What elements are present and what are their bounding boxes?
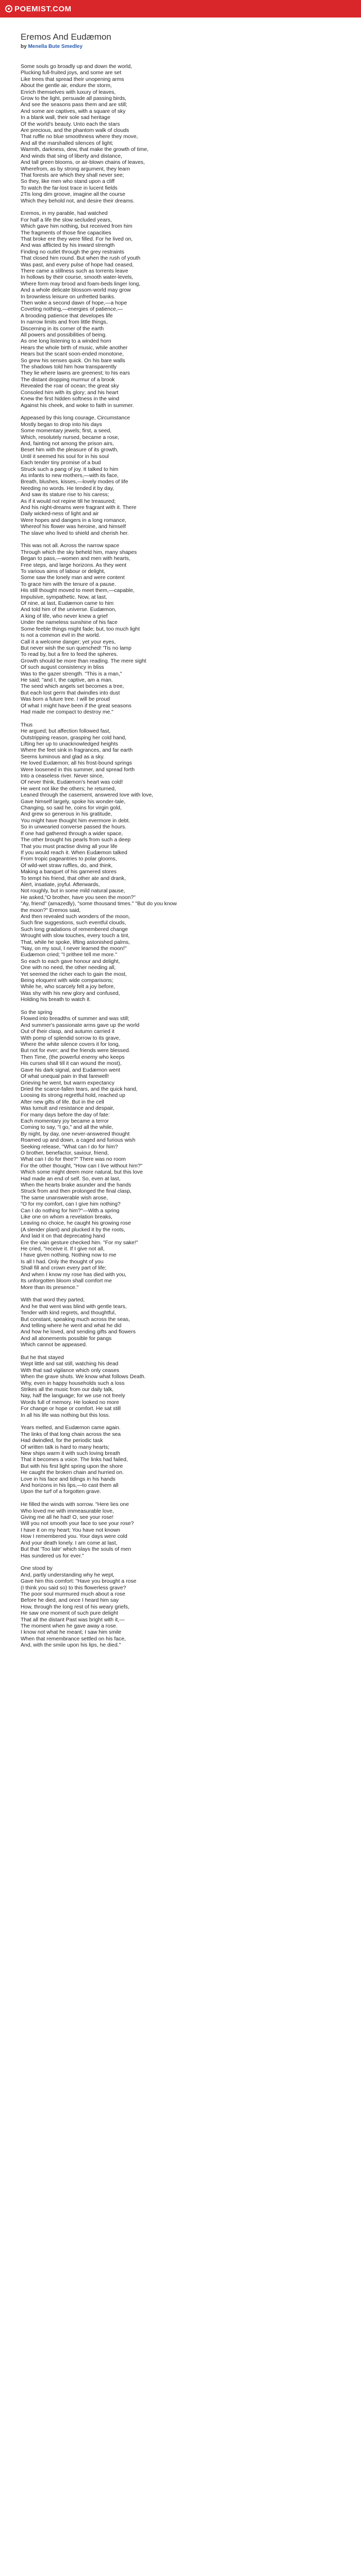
poem-line: Shall fill and crown every part of life; (21, 1265, 107, 1272)
logo-icon (5, 5, 12, 12)
poem-line: Into a ceaseless river. Never since, (21, 773, 104, 779)
poem-line: Under the nameless sunshine of his face (21, 620, 118, 626)
poem-line: Nay, half the language; for we use not freely (21, 1393, 125, 1399)
poem-line: Then woke a second dawn of hope,—a hope (21, 300, 127, 307)
poem-line: Grieving he went, but warm expectancy (21, 1080, 114, 1086)
poem-line: His curses shall till it can wound the most), (21, 1061, 122, 1067)
poem-line: Discerning in its corner of the earth (21, 326, 104, 332)
poem-line: That broke ere they were filled. For he lived on, (21, 236, 133, 242)
poem-line: Wrought with slow touches, every touch a tint, (21, 933, 130, 939)
poem-line: The poor soul murmured much about a rose (21, 1591, 125, 1597)
poem-line: Words full of memory. He looked no more (21, 1399, 119, 1405)
poem-line: Impulsive, sympathetic. Now, at last, (21, 594, 107, 600)
poem-line: More than its presence." (21, 1284, 79, 1291)
poem-line: And, partly understanding why he wept, (21, 1572, 114, 1578)
poem-line: Giving me all he had! O, see your rose! (21, 1515, 114, 1521)
poem-line: Of what unequal pain in that farewell! (21, 1074, 109, 1080)
poem-line: Making a banquet of his garnered stores (21, 869, 117, 875)
poem-stanza (21, 722, 340, 1004)
poem-line: Strikes all the music from our daily talk, (21, 1386, 114, 1393)
poem-line: And grew so generous in his gratitude, (21, 811, 112, 818)
poem-stanza (21, 1355, 340, 1419)
poem-line: With that sad vigilance which only ceases (21, 1367, 120, 1374)
poem-line: Leaving no choice, he caught his growing rose (21, 1221, 131, 1227)
poem-line: "O for my comfort, can I give him nothing? (21, 1201, 121, 1208)
poem-line: Is all I had. Only the thought of you (21, 1259, 104, 1265)
poem-line: And all the marshalled silences of light; (21, 140, 113, 146)
poem-line: Was shy with his new glory and confused, (21, 990, 120, 996)
poem-line: Holding his breath to watch it. (21, 997, 91, 1003)
poem-line: A king of life, who never knew a grief (21, 613, 108, 619)
poem-line: To grace him with the tenure of a pause. (21, 581, 116, 587)
poem-line: Loosing its strong regretful hold, reached up (21, 1093, 125, 1099)
poem-line: Love in his face and tidings in his hands (21, 1476, 116, 1482)
poem-line: If one had gathered through a wider space, (21, 831, 123, 837)
poem-line: Changing, so said he, coins for virgin gold, (21, 805, 122, 811)
poem-line: Gave him this comfort: "Have you brought a rose (21, 1579, 137, 1585)
poem-line: Struck from and then prolonged the final clasp, (21, 1189, 132, 1195)
poem-line: But each lost germ that dwindles into dust (21, 690, 120, 696)
poem-line: And telling where he went and what he did (21, 1323, 122, 1329)
poem-line: He loved Eudæmon; all his frost-bound springs (21, 760, 133, 767)
poem-line: Was born a future tree. I will be proud (21, 697, 110, 703)
poem-line: Growth should be more than reading. The mere sight (21, 658, 146, 664)
poem-line: They lie where lawns are greenest; to his ears (21, 370, 130, 377)
poem-line: He said; "and I, the captive, am a man. (21, 677, 113, 683)
poem-line: I have given nothing. Nothing now to me (21, 1252, 117, 1259)
poem-line: About the gentle air, endure the storm, (21, 83, 112, 89)
poem-line: Outstripping reason, grasping her cold hand, (21, 735, 127, 741)
poem-line: Some feeble things might fade; but, too much light (21, 626, 140, 632)
poem-line: Free steps, and large horizons. As they went (21, 562, 127, 568)
poem-line: Years melted, and Eudæmon came again. (21, 1425, 121, 1431)
poem-line: Thus (21, 722, 33, 728)
poem-line: Some momentary jewels; first, a seed, (21, 428, 112, 434)
poem-line: Each momentary joy became a terror (21, 1118, 109, 1124)
poem-line: By night, by day, one never-answered thought (21, 1131, 130, 1137)
poem-line: All powers and possibilities of being. (21, 332, 107, 338)
poem-line: After new gifts of life. But in the cell (21, 1099, 104, 1105)
poem-line: What can I do for thee?" There was no room (21, 1157, 126, 1163)
poem-stanza (21, 1566, 340, 1649)
poem-line: Which some might deem more natural, but this love (21, 1170, 143, 1176)
poem-line: Leaned through the casement, answered love with love, (21, 792, 154, 799)
poem-line: And horizons in his lips,—to cast them all (21, 1483, 119, 1489)
poem-line: For change or hope or comfort. He sat still (21, 1406, 121, 1412)
site-header (0, 0, 361, 18)
poem-line: Are precious, and the phantom walk of clouds (21, 128, 129, 134)
poem-line: And see the seasons pass them and are still; (21, 102, 127, 108)
poem-line: So in unwearied converse passed the hours. (21, 824, 127, 831)
poem-line: And laid it on that deprecating hand (21, 1233, 105, 1240)
poem-line: Plucking full-fruited joys, and some are set (21, 70, 122, 76)
poem-line: So each to each gave honour and delight, (21, 958, 120, 964)
poem-line: Ere the vain gesture checked him. "For my sake!" (21, 1240, 138, 1246)
poem-line: He asked,"O brother, have you seen the moon?" (21, 894, 136, 901)
poem-line: Where the white silence covers it for long, (21, 1042, 120, 1048)
poem-line: Is not a common evil in the world. (21, 633, 101, 639)
poem-line: And then revealed such wonders of the moon, (21, 913, 130, 920)
poem-line: To watch the far-lost trace in lucent fields (21, 185, 118, 191)
poem-line: Whereof his flower was heroine, and himself (21, 524, 126, 530)
logo-text: POEMIST.COM (14, 4, 72, 13)
site-logo-link[interactable] (5, 5, 72, 13)
poem-line: When the hearts brake asunder and the hands (21, 1182, 132, 1189)
by-label: by (21, 44, 27, 49)
poem-line: When the grave shuts. We know what follows Death. (21, 1374, 146, 1380)
poem-line: But constant, speaking much across the seas, (21, 1316, 130, 1323)
poem-line: Like trees that spread their unopening arms (21, 76, 124, 82)
poem-line: You might have thought him evermore in debt. (21, 818, 130, 824)
poem-line: Hears the whole birth of music, while another (21, 345, 128, 351)
poem-line: Began to pass,—women and men with hearts, (21, 556, 130, 562)
poem-line: And was afflicted by his inward strength (21, 243, 115, 249)
poem-line: And tall green blooms, or air-blown chains of leaves, (21, 160, 145, 166)
poem-line: Lifting her up to unacknowledged heights (21, 741, 118, 747)
poem-line: Why, even in happy households such a loss (21, 1380, 125, 1386)
poem-line: And some are captives, with a square of sky (21, 108, 126, 114)
poem-line: Where form may brood and foam-beds linger long, (21, 281, 141, 287)
poem-line: Upon the turf of a forgotten grave. (21, 1489, 101, 1495)
poem-line: Wept little and sat still, watching his dead (21, 1361, 119, 1367)
poem-line: Its unforgotten bloom shall comfort me (21, 1278, 112, 1284)
poem-line: The links of that long chain across the sea (21, 1431, 121, 1437)
poem-line: As infants to new mothers,—with its face, (21, 472, 119, 479)
poem-line: Of such august consistency in bliss (21, 665, 104, 671)
poem-line: If you would reach it. When Eudæmon talked (21, 850, 127, 856)
poem-line: Wherefrom, as by strong argument, they learn (21, 166, 130, 172)
poem-line: But with his first light spring upon the shore (21, 1463, 123, 1469)
poem-line: In a blank wall, their sole sad heritage (21, 115, 110, 121)
poem-line: Had dwindled, for the periodic task (21, 1438, 103, 1444)
poem-line: Flowed into breadths of summer and was still; (21, 1016, 129, 1022)
poem-line: Out of their clasp, and autumn carried it (21, 1029, 114, 1035)
poem-line: Then Time, (the powerful enemy who keeps (21, 1054, 125, 1060)
poem-line: Some saw the lonely man and were content (21, 575, 125, 581)
poem-line: And your death lonely. I am come at last, (21, 1540, 118, 1546)
poem-line: For the other thought, "How can I live without him?" (21, 1163, 143, 1169)
poem-line: He went not like the others; he returned, (21, 786, 116, 792)
poem-line: Mostly began to drop into his days (21, 421, 102, 428)
poem-line: And when I know my rose has died with you, (21, 1272, 127, 1278)
poem-line: Had made me compact to destroy me." (21, 709, 113, 715)
poem-line: Eudæmon cried; "I prithee tell me more." (21, 952, 117, 958)
poem-line: While he, who scarcely felt a joy before, (21, 984, 116, 990)
poem-line: From tropic pageantries to polar glooms, (21, 856, 117, 862)
poem-line: Not roughly, but in some mild natural pause, (21, 888, 125, 894)
poem-line: That closed him round. But when the rush of youth (21, 256, 141, 262)
poem-line: To tempt his friend, that other ate and drank, (21, 875, 126, 882)
poem-line: Finding no outlet through the grey restraints (21, 249, 125, 255)
poem-line: In hollows by their course, smooth water-levels, (21, 275, 134, 281)
poem-stanza (21, 1425, 340, 1495)
poem-line: Grow to the light, persuade all passing birds, (21, 96, 127, 102)
poem-line: the moon?" Eremos said, (21, 907, 81, 913)
poem-line: Daily wicked-ness of light and air (21, 511, 99, 517)
poem-line: Was tumult and resistance and despair, (21, 1106, 114, 1112)
poem-line: The moment when he gave away a rose. (21, 1623, 118, 1629)
poem-line: Gave his dark signal, and Eudæmon went (21, 1067, 120, 1073)
poem-line: Such fine suggestions, such eventful clouds, (21, 920, 126, 926)
poem-line: Each tender tiny promise of a bud (21, 460, 101, 466)
poem-line: This was not all. Across the narrow space (21, 543, 120, 549)
poem-line: I have it on my heart; You have not known (21, 1527, 120, 1533)
poem-line: And saw its stature rise to his caress; (21, 492, 109, 498)
poem-line: In narrow limits and from little things, (21, 319, 108, 326)
poem-line: For many days before the day of fate: (21, 1112, 110, 1118)
poem-line: Of written talk is hard to many hearts; (21, 1444, 110, 1450)
poem-line: That, while he spoke, lifting astonished palms, (21, 939, 130, 945)
poem-line: Has sundered us for ever." (21, 1553, 84, 1559)
poem-line: Enrich themselves with luxury of leaves, (21, 89, 116, 95)
poem-line: And his night-dreams were fragrant with it. There (21, 505, 137, 511)
poem-line: But not for ever; and the friends were blessed. (21, 1048, 130, 1054)
poem-line: Which cannot be appeased. (21, 1342, 87, 1348)
poem-line: New ships warm it with such loving breath (21, 1451, 120, 1457)
poem-line: Were hopes and dangers in a long romance, (21, 517, 126, 523)
poem-line: With pomp of splendid sorrow to its grave, (21, 1035, 121, 1041)
poem-line: But he that stayed (21, 1354, 64, 1361)
poem-line: He filled the winds with sorrow. "Here lies one (21, 1502, 129, 1508)
poem-line: Revealed the roar of ocean; the great sky (21, 383, 119, 389)
poem-line: Can I do nothing for him?"—With a spring (21, 1208, 120, 1214)
poem-line: As one long listening to a winded horn (21, 338, 111, 345)
poem-line: Of nine, at last, Eudæmon came to him (21, 601, 114, 607)
poem-line: Alert, insatiate, joyful. Afterwards, (21, 882, 100, 888)
poem-line: (A slender plant) and plucked it by the roots, (21, 1227, 125, 1233)
poem-line: When that remembrance settled on his face, (21, 1636, 126, 1642)
poem-line: In brownless leisure on unfretted banks. (21, 294, 116, 300)
poem-line: For half a life the slow secluded years, (21, 217, 112, 223)
poem-line: Were loosened in this summer, and spread forth (21, 767, 135, 773)
poem-line: And how he loved, and sending gifts and flowers (21, 1329, 136, 1335)
poem-line: As if it would not repine till he treasured; (21, 498, 116, 504)
poem-line: Who loved me with immeasurable love, (21, 1508, 114, 1514)
poem-line: One stood by (21, 1566, 53, 1572)
poem-line: Being eloquent with wide comparisons; (21, 978, 113, 984)
poem-line: The distant dropping murmur of a brook (21, 377, 115, 383)
poem-byline (21, 44, 340, 49)
poem-line: Consoled him with its glory; and his heart (21, 389, 119, 396)
poem-line: Of the world's beauty. Unto each the stars (21, 121, 120, 127)
author-link[interactable]: Menella Bute Smedley (28, 44, 83, 49)
poem-line: The slave who lived to shield and cherish her. (21, 530, 129, 536)
poem-line: And a whole delicate blossom-world may grow (21, 287, 131, 294)
poem-line: In all his life was nothing but this loss. (21, 1412, 110, 1418)
poem-line: He saw one moment of such pure delight (21, 1611, 118, 1617)
poem-line: And winds that sing of liberty and distance, (21, 153, 122, 159)
poem-stanza (21, 1297, 340, 1348)
poem-line: And summer's passionate arms gave up the world (21, 1022, 140, 1028)
poem-line: Gave himself largely, spoke his wonder-tale, (21, 799, 126, 805)
poem-line: "Nay, on my soul, I never learned the moon!" (21, 946, 127, 952)
poem-line: Against his cheek, and woke to faith in summer. (21, 402, 134, 409)
poem-line: So grew his senses quick. On his bare walls (21, 358, 125, 364)
poem-line: Which they behold not, and desire their dreams. (21, 198, 135, 204)
poem-line: Call it a welcome danger; yet your eyes, (21, 639, 116, 645)
poem-line: 2Tis long dim groove, imagine all the course (21, 192, 125, 198)
poem-line: Until it seemed his soul for in his soul (21, 453, 109, 460)
poem-line: Appeased by this long courage, Circumstance (21, 415, 130, 421)
poem-line: How I remembered you. Your days were cold (21, 1534, 127, 1540)
poem-line: Which gave him nothing, but received from him (21, 224, 133, 230)
poem-line: I know not what he meant; I saw him smile (21, 1630, 122, 1636)
poem-line: Yet seemed the richer each to gain the most, (21, 971, 127, 977)
poem-line: (I think you said so) to this flowerless grave? (21, 1585, 126, 1591)
poem-line: The seed which angels set becomes a tree, (21, 684, 124, 690)
poem-line: Some souls go broadly up and down the world, (21, 64, 133, 70)
poem-stanza (21, 543, 340, 716)
poem-line: That ruffle no blue smoothness where they move, (21, 134, 138, 140)
poem-line: But that 'Too late' which slays the souls of men (21, 1547, 132, 1553)
poem-line: The same unanswerable wish arose, (21, 1195, 108, 1201)
poem-line: That you must practise diving all your life (21, 843, 118, 850)
poem-line: The shadows told him how transparently (21, 364, 117, 370)
poem-line: Through which the sky beheld him, many shapes (21, 549, 137, 555)
poem-line: That it becomes a voice. The links had failed, (21, 1457, 128, 1463)
poem-line: One with no need, the other needing all, (21, 965, 116, 971)
poem-line: He cried, "receive it. If I give not all, (21, 1246, 105, 1252)
poem-line: Where the feet sink in fragrances, and far earth (21, 748, 133, 754)
poem-line: To read by, but a fire to feed the spheres. (21, 652, 118, 658)
poem-line: He caught the broken chain and hurried on. (21, 1470, 124, 1476)
poem-line: Coveting nothing,—energies of patience,— (21, 307, 123, 313)
poem-line: Dried the scarce-fallen tears, and the quick hand, (21, 1086, 138, 1092)
poem-line: Seeking release, "What can I do for him? (21, 1144, 118, 1150)
poem-line: Eremos, in my parable, had watched (21, 211, 108, 217)
poem-line: That forests are which they shall never see; (21, 172, 124, 178)
poem-line: Beset him with the pleasure of its growth, (21, 447, 119, 453)
poem-line: O brother, benefactor, saviour, friend, (21, 1150, 109, 1156)
poem-line: A brooding patience that developes life (21, 313, 113, 319)
poem-line: Needing no words. He tended it by day, (21, 485, 114, 492)
poem-line: The other brought his pearls from such a deep (21, 837, 131, 843)
poem-line: Warmth, darkness, dew, that make the growth of time, (21, 147, 149, 153)
poem-line: He argued; but affection followed fast, (21, 728, 111, 735)
poem-line: There came a stillness such as torrents leave (21, 268, 128, 274)
poem-line: Before he died, and once I heard him say (21, 1598, 119, 1604)
poem-stanza (21, 211, 340, 409)
poem-line: So the spring (21, 1010, 53, 1016)
poem-line: Breath, blushes, kisses,—lovely modes of life (21, 479, 128, 485)
poem-page (0, 18, 361, 1649)
poem-line: And all atonements possible for pangs (21, 1335, 112, 1342)
poem-line: Tender with kind regrets, and thoughtful, (21, 1310, 116, 1316)
poem-line: Such long gradations of remembered change (21, 926, 128, 933)
poem-line: His still thought moved to meet them,—capable, (21, 588, 135, 594)
poem-line: That all the distant Past was bright with it,— (21, 1617, 125, 1623)
poem-stanza (21, 1502, 340, 1560)
poem-line: But never wish the sun quenched! 'Tis no lamp (21, 645, 132, 651)
poem-line: Of wild-wet straw ruffles, do, and think, (21, 862, 113, 869)
poem-stanza (21, 1010, 340, 1291)
poem-line: Which, resolutely nursed, became a rose, (21, 434, 120, 440)
poem-line: Seems luminous and glad as a sky. (21, 754, 105, 760)
poem-line: And told him of the universe. Eudæmon, (21, 607, 117, 613)
poem-line: Roamed up and down, a caged and furious wish (21, 1138, 136, 1144)
poem-line: To various aims of labour or delight, (21, 569, 106, 575)
poem-line: And, fainting not among the prison airs, (21, 440, 114, 447)
poem-line: And he that went was blind with gentle tears, (21, 1303, 127, 1310)
poem-line: Was to the gazer strength. "This is a man," (21, 671, 122, 677)
poem-line: Of what I might have been if the great seasons (21, 703, 132, 709)
poem-line: Like one on whom a revelation breaks, (21, 1214, 112, 1221)
poem-line: And, with the smile upon his lips, he died." (21, 1642, 121, 1649)
poem-line: How, through the long rest of his weary griefs, (21, 1604, 129, 1610)
poem-line: The fragments of those fine capacities (21, 230, 111, 236)
poem-stanza (21, 415, 340, 537)
poem-line: Was past, and every pulse of hope had ceased, (21, 262, 134, 268)
poem-line: Will you not smooth your face to see your rose? (21, 1521, 134, 1527)
poem-line: Of never think, Eudæmon's heart was cold! (21, 779, 123, 786)
poem-line: Hears but the scant soon-ended monotone, (21, 351, 124, 358)
poem-line: With that word they parted, (21, 1297, 85, 1303)
poem-body (21, 64, 340, 1649)
poem-line: "Ay, friend" (amazedly), "some thousand times." "But do you know (21, 901, 177, 907)
poem-line: Struck such a pang of joy. It talked to him (21, 466, 119, 472)
poem-line: Knew the first hidden softness in the wind (21, 396, 120, 402)
poem-title: Eremos And Eudæmon (21, 32, 111, 42)
poem-line: So they, like men who stand upon a cliff (21, 179, 115, 185)
poem-stanza (21, 64, 340, 205)
poem-line: Coming to say, "I go," and all the while, (21, 1125, 113, 1131)
poem-line: Had made an end of self. So, even at last, (21, 1176, 121, 1182)
